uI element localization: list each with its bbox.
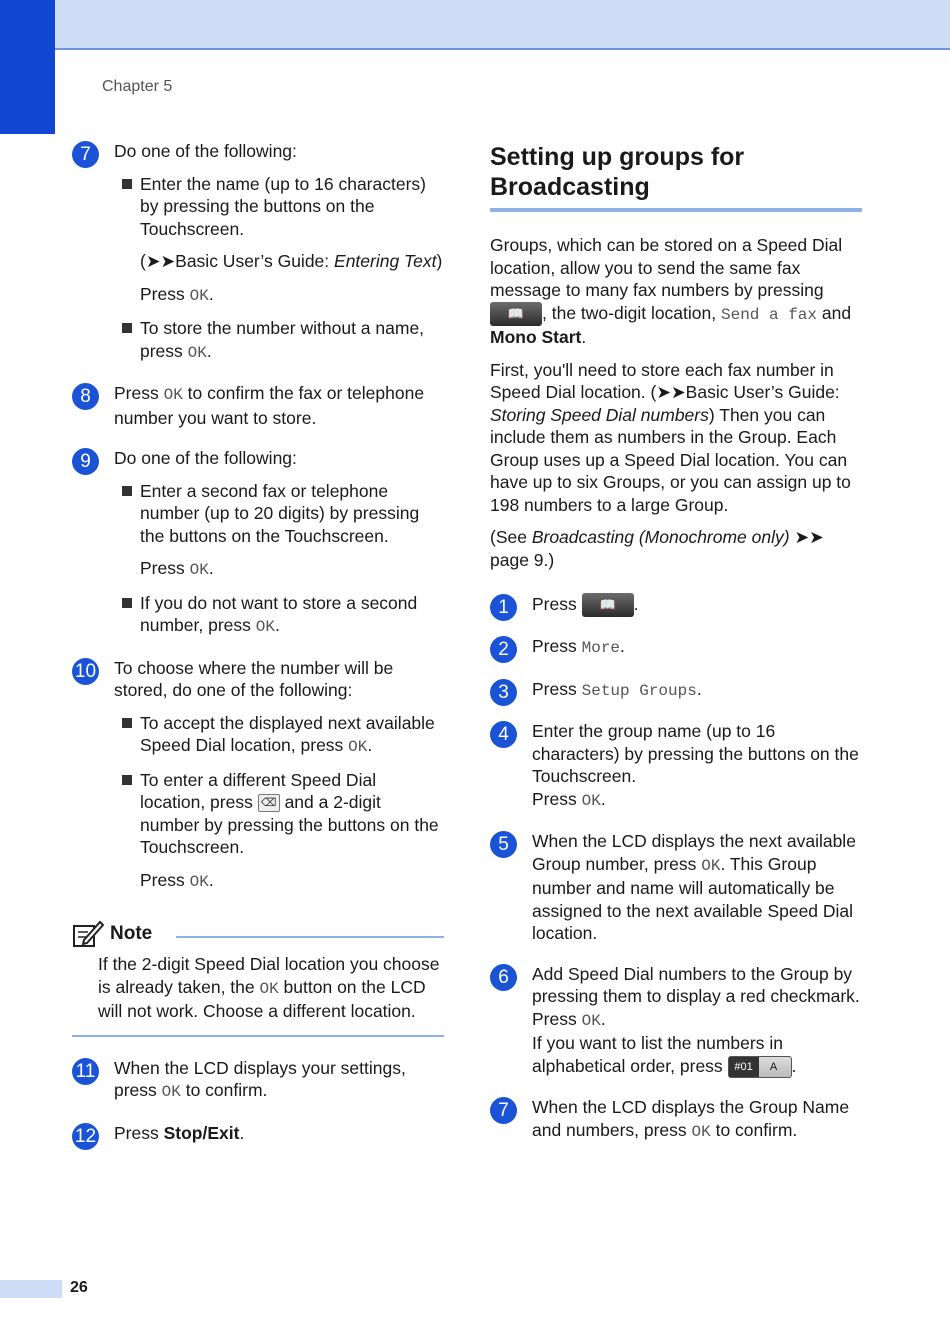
para-text: ) Then you can include them as numbers in the Group. Each Group uses up a Speed Dial location. You can have up to six Groups, or you can assign up to 198 numbers to a large Group. [490, 404, 851, 515]
note-body [72, 953, 444, 1023]
ok-key: OK [348, 738, 368, 756]
step-number: 12 [72, 1123, 99, 1150]
period: . [696, 678, 702, 699]
bullet-text: To enter a different Speed Dial location, press [140, 769, 377, 812]
note-pencil-icon [72, 920, 104, 948]
right-step-7 [490, 1096, 862, 1143]
right-step-1 [490, 593, 862, 617]
note-divider [176, 936, 444, 938]
press-text: Press [532, 788, 582, 809]
step-text: Press [114, 383, 164, 403]
note-text: button on the LCD will not work. Choose a different location. [98, 976, 426, 1021]
left-column [72, 140, 444, 1162]
note-title: Note [110, 922, 153, 944]
step-7 [72, 140, 444, 364]
step-10 [72, 657, 444, 894]
step-number: 11 [72, 1058, 99, 1085]
sort-order-icon [728, 1056, 792, 1078]
press-text: Press [140, 283, 190, 304]
address-book-icon: 📖 [582, 593, 634, 617]
page-number-bar [0, 1280, 62, 1298]
step-12 [72, 1122, 444, 1145]
bullet-item [114, 712, 444, 759]
setup-groups-key: Setup Groups [581, 681, 697, 700]
ok-key: OK [259, 979, 279, 998]
ok-key: OK [189, 286, 209, 305]
step-text: Press [114, 1122, 164, 1143]
ok-key: OK [189, 872, 209, 891]
press-ok-line [114, 869, 444, 894]
press-ok-line [114, 283, 444, 308]
note-box [72, 919, 444, 1037]
right-step-2 [490, 635, 862, 660]
paragraph-first [490, 359, 862, 517]
step-text: Press [532, 594, 582, 614]
period: . [600, 1008, 606, 1029]
step-text: to confirm. [180, 1080, 268, 1100]
step-number: 2 [490, 636, 517, 663]
step-text: To choose where the number will be stored, do one of the following: [114, 657, 394, 700]
ok-key: OK [187, 343, 207, 362]
bullet-item [114, 317, 444, 364]
mono-start-key: Mono Start [490, 327, 582, 347]
period: . [367, 735, 373, 755]
step-text: Enter the group name (up to 16 characters) by pressing the buttons on the Touchscreen. [532, 721, 859, 787]
ok-key: OK [255, 618, 275, 636]
bullet-text: Enter a second fax or telephone number (up to 20 digits) by pressing the buttons on the Touchscreen. [140, 480, 420, 546]
step-number: 1 [490, 594, 517, 621]
note-bottom-divider [72, 1035, 444, 1037]
para-text: First, you'll need to store each fax number in Speed Dial location. (➤➤Basic User’s Guide: [490, 359, 840, 402]
ok-key: OK [163, 386, 183, 404]
step-text: Press [532, 678, 582, 699]
send-a-fax-key: Send a fax [720, 305, 817, 324]
bullet-item [114, 173, 444, 241]
section-title: Setting up groups for Broadcasting [490, 143, 745, 201]
ok-key: OK [161, 1083, 181, 1101]
ref-title: Storing Speed Dial numbers [490, 404, 709, 425]
step-number: 10 [72, 658, 99, 685]
bullet-text: To store the number without a name, press [140, 318, 425, 361]
step-text: to confirm. [710, 1119, 798, 1140]
period: . [239, 1122, 245, 1143]
ok-key: OK [581, 1011, 601, 1030]
step-text: Do one of the following: [114, 141, 297, 161]
ref-prefix: (➤➤Basic User’s Guide: [140, 251, 335, 271]
right-step-5 [490, 830, 862, 945]
step-number: 8 [72, 383, 99, 410]
step-number: 3 [490, 679, 517, 706]
period: . [206, 340, 212, 361]
period: . [620, 636, 625, 657]
backspace-icon: ⌫ [258, 794, 280, 812]
para-text: , the two-digit location, [542, 302, 721, 323]
right-step-3 [490, 678, 862, 703]
step-number: 6 [490, 964, 517, 991]
title-underline [490, 208, 862, 212]
chapter-label: Chapter 5 [102, 78, 173, 95]
step-9 [72, 447, 444, 639]
step-text: . This Group number and name will automatically be assigned to the next available Speed Dial location. [532, 853, 854, 944]
para-text: (See [490, 527, 532, 547]
bullet-item [114, 592, 444, 639]
note-text: If the 2-digit Speed Dial location you choose is already taken, the [98, 954, 440, 997]
para-text: and [817, 302, 852, 323]
step-number: 7 [72, 141, 99, 168]
ok-key: OK [691, 1122, 711, 1141]
para-text: ➤➤ page 9.) [490, 527, 824, 570]
ref-suffix: ) [436, 251, 443, 271]
para-text: Groups, which can be stored on a Speed Dial location, allow you to send the same fax message to many fax numbers by pressing [490, 235, 843, 300]
step-text: Press [532, 636, 582, 657]
step-number: 4 [490, 721, 517, 748]
step-number: 7 [490, 1097, 517, 1124]
period: . [208, 558, 214, 578]
press-text: Press [140, 558, 190, 578]
step-11 [72, 1057, 444, 1104]
ref-title: Entering Text [334, 251, 437, 271]
step-text: Do one of the following: [114, 448, 297, 468]
chapter-tab [0, 0, 55, 134]
bullet-text: and a 2-digit number by pressing the buttons on the Touchscreen. [140, 792, 439, 857]
press-text: Press [140, 869, 190, 890]
period: . [791, 1055, 797, 1076]
reference [114, 250, 444, 273]
bullet-text: If you do not want to store a second number, press [140, 592, 418, 635]
paragraph-intro [490, 234, 862, 349]
step-text: When the LCD displays your settings, press [114, 1057, 406, 1100]
step-number: 9 [72, 448, 99, 475]
step-text: If you want to list the numbers in alphabetical order, press [532, 1033, 783, 1076]
sort-alpha-label: A [769, 1061, 778, 1074]
right-step-6 [490, 963, 862, 1078]
step-text: When the LCD displays the Group Name and numbers, press [532, 1097, 850, 1140]
step-text: Add Speed Dial numbers to the Group by pressing them to display a red checkmark. Press [532, 963, 860, 1029]
ok-key: OK [189, 561, 209, 579]
paragraph-see [490, 526, 862, 571]
right-column [490, 140, 862, 1161]
step-number: 5 [490, 831, 517, 858]
period: . [600, 788, 606, 809]
period: . [633, 594, 639, 614]
page-number: 26 [70, 1279, 88, 1296]
ref-title: Broadcasting (Monochrome only) [531, 527, 790, 547]
period: . [208, 283, 214, 304]
period: . [274, 615, 280, 635]
bullet-text: Enter the name (up to 16 characters) by pressing the buttons on the Touchscreen. [140, 173, 426, 239]
bullet-item [114, 480, 444, 548]
right-step-4 [490, 720, 862, 812]
address-book-icon: 📖 [490, 302, 542, 326]
step-8 [72, 382, 444, 429]
stop-exit-key: Stop/Exit [163, 1122, 240, 1143]
period: . [208, 869, 214, 890]
bullet-item [114, 769, 444, 859]
more-key: More [581, 639, 621, 658]
step-text: to confirm the fax or telephone number you want to store. [114, 383, 425, 428]
sort-number-label: #01 [729, 1057, 759, 1077]
press-ok-line [114, 557, 444, 582]
top-header-bar [0, 0, 950, 50]
ok-key: OK [581, 791, 601, 810]
period: . [581, 327, 587, 347]
ok-key: OK [701, 856, 721, 875]
step-text: When the LCD displays the next available Group number, press [532, 831, 856, 874]
bullet-text: To accept the displayed next available Speed Dial location, press [140, 712, 435, 755]
note-header [72, 919, 444, 949]
